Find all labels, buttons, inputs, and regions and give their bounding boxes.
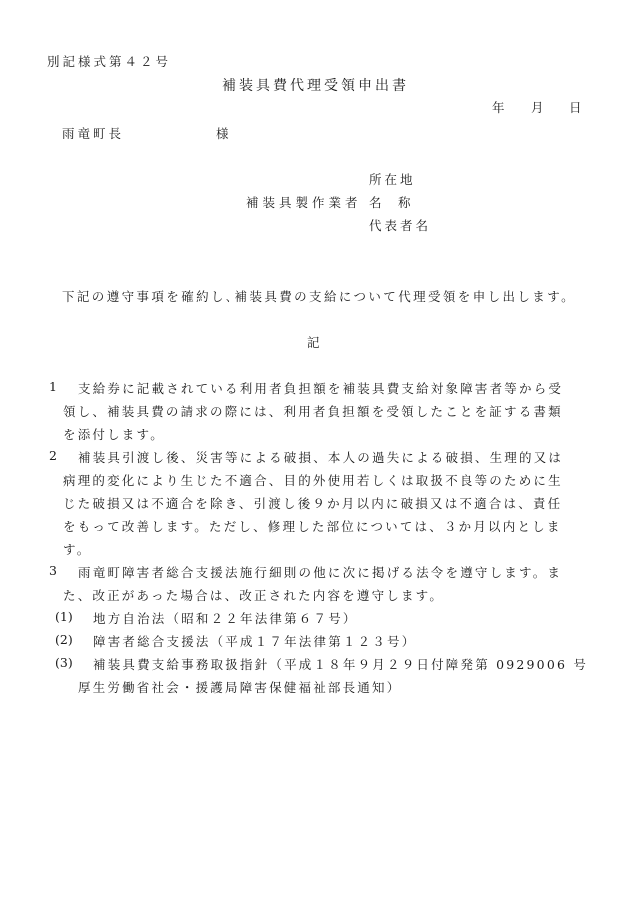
item-text-line: 補装具引渡し後、災害等による破損、本人の過失による破損、生理的又は — [78, 450, 564, 465]
item-text-line: をもって改善します。ただし、修理した部位については、３か月以内としま — [63, 519, 562, 534]
item-text-line: 病理的変化により生じた不適合、目的外使用若しくは取扱不良等のために生 — [63, 473, 563, 488]
date-year-label: 年 — [492, 100, 505, 115]
location-label: 所在地 — [369, 172, 416, 187]
intro-text: 下記の遵守事項を確約し､補装具費の支給について代理受領を申し出します。 — [62, 289, 577, 304]
ki-heading: 記 — [307, 335, 320, 350]
item-text-line: 雨竜町障害者総合支援法施行細則の他に次に掲げる法令を遵守します。ま — [78, 565, 563, 580]
applicant-role-label: 補装具製作業者 — [246, 195, 362, 210]
subitem-text-line: 障害者総合支援法（平成１７年法律第１２３号） — [93, 634, 417, 649]
item-text-line: を添付します。 — [63, 427, 165, 442]
subitem-text-line: 補装具費支給事務取扱指針（平成１８年９月２９日付障発第 0929006 号 — [93, 657, 589, 672]
subitem-number: (3) — [55, 655, 73, 670]
subitem-text-line: 厚生労働省社会・援護局障害保健福祉部長通知） — [78, 680, 402, 695]
item-text-line: 支給券に記載されている利用者負担額を補装具費支給対象障害者等から受 — [78, 381, 564, 396]
subitem-number: (1) — [55, 609, 73, 624]
item-text-line: す。 — [63, 542, 92, 557]
date-day-label: 日 — [569, 100, 582, 115]
document-title: 補装具費代理受領申出書 — [222, 78, 409, 94]
item-text-line: た、改正があった場合は、改正された内容を遵守します。 — [63, 588, 445, 603]
item-text-line: じた破損又は不適合を除き、引渡し後９か月以内に破損又は不適合は、責任 — [63, 496, 563, 511]
subitem-text-line: 地方自治法（昭和２２年法律第６７号） — [93, 611, 358, 626]
item-number: 3 — [49, 563, 57, 578]
representative-label: 代表者名 — [369, 218, 432, 233]
form-number: 別記様式第４２号 — [47, 54, 172, 69]
date-month-label: 月 — [531, 100, 544, 115]
item-number: 2 — [49, 448, 57, 463]
subitem-number: (2) — [55, 632, 73, 647]
name-label: 名 称 — [369, 195, 413, 210]
addressee-name: 雨竜町長 — [62, 126, 125, 141]
item-number: 1 — [49, 379, 57, 394]
addressee-suffix: 様 — [216, 126, 229, 141]
item-text-line: 領し、補装具費の請求の際には、利用者負担額を受領したことを証する書類 — [63, 404, 563, 419]
